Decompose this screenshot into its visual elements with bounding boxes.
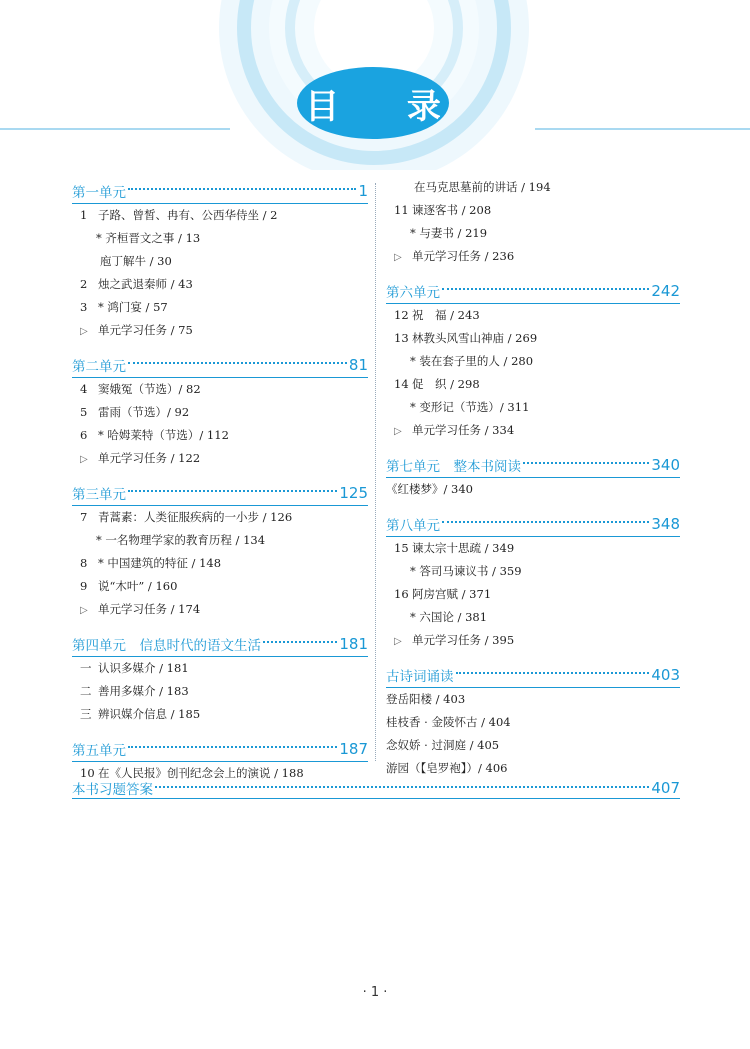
- task-text: 单元学习任务 / 334: [412, 423, 515, 437]
- toc-task-item[interactable]: [72, 447, 368, 470]
- item-text: 青蒿素：人类征服疾病的一小步 / 126: [98, 510, 293, 524]
- item-number: 11: [394, 203, 409, 217]
- item-number: 4: [80, 382, 88, 396]
- toc-item[interactable]: [386, 711, 680, 734]
- toc-item[interactable]: [72, 552, 368, 575]
- item-text: 雷雨（节选）/ 92: [98, 405, 190, 419]
- item-number: 7: [80, 510, 88, 524]
- toc-item[interactable]: [386, 327, 680, 350]
- item-number: 13: [394, 331, 409, 345]
- item-text: * 装在套子里的人 / 280: [410, 354, 534, 368]
- triangle-marker-icon: ▷: [394, 426, 402, 437]
- triangle-marker-icon: ▷: [394, 252, 402, 263]
- unit-page: 81: [348, 356, 368, 374]
- unit-title-row: [72, 355, 368, 378]
- unit-page: 340: [651, 456, 680, 474]
- item-number: 3: [80, 300, 88, 314]
- item-text: 谏太宗十思疏 / 349: [412, 541, 515, 555]
- toc-unit-heading[interactable]: [72, 629, 368, 657]
- item-number: 三: [80, 707, 92, 721]
- unit-spacer: [72, 470, 368, 478]
- unit-page: 187: [339, 740, 368, 758]
- toc-unit-heading[interactable]: [72, 350, 368, 378]
- toc-item[interactable]: [72, 657, 368, 680]
- leader-dots: [456, 672, 650, 674]
- unit-title: 第七单元 整本书阅读: [386, 459, 521, 475]
- toc-item[interactable]: [72, 296, 368, 319]
- item-number: 8: [80, 556, 88, 570]
- leader-dots: [128, 188, 356, 190]
- item-text: 谏逐客书 / 208: [412, 203, 492, 217]
- toc-item[interactable]: [72, 273, 368, 296]
- unit-title-row: [72, 634, 368, 657]
- toc-item[interactable]: [72, 680, 368, 703]
- unit-title: 第二单元: [72, 359, 126, 375]
- column-divider: [375, 183, 376, 761]
- item-text: * 答司马谏议书 / 359: [410, 564, 522, 578]
- item-text: 说“木叶” / 160: [98, 579, 178, 593]
- toc-task-item[interactable]: [386, 629, 680, 652]
- unit-spacer: [386, 652, 680, 660]
- unit-spacer: [72, 726, 368, 734]
- toc-item[interactable]: [386, 537, 680, 560]
- toc-item[interactable]: [386, 734, 680, 757]
- item-text: 游园（【皂罗袍】）/ 406: [386, 761, 508, 775]
- unit-spacer: [386, 501, 680, 509]
- item-text: 庖丁解牛 / 30: [100, 254, 172, 268]
- task-text: 单元学习任务 / 75: [98, 323, 193, 337]
- unit-title: 第四单元 信息时代的语文生活: [72, 638, 261, 654]
- task-text: 单元学习任务 / 122: [98, 451, 201, 465]
- item-number: 6: [80, 428, 88, 442]
- leader-dots: [442, 288, 649, 290]
- unit-title: 第三单元: [72, 487, 126, 503]
- item-text: 烛之武退秦师 / 43: [98, 277, 193, 291]
- title-badge: [297, 67, 469, 139]
- toc-unit-heading[interactable]: [386, 276, 680, 304]
- toc-unit-heading[interactable]: [72, 478, 368, 506]
- item-text: 《红楼梦》/ 340: [386, 482, 473, 496]
- answers-title: 本书习题答案: [72, 782, 153, 798]
- leader-dots: [128, 362, 347, 364]
- task-text: 单元学习任务 / 395: [412, 633, 515, 647]
- task-text: 单元学习任务 / 236: [412, 249, 515, 263]
- toc-unit-heading[interactable]: [386, 660, 680, 688]
- item-text: * 哈姆莱特（节选）/ 112: [98, 428, 229, 442]
- unit-title-row: [72, 739, 368, 762]
- unit-title-row: [386, 281, 680, 304]
- page-title: 目 录: [305, 86, 469, 127]
- toc-item[interactable]: [72, 424, 368, 447]
- unit-title-row: [72, 483, 368, 506]
- item-number: 5: [80, 405, 88, 419]
- toc-item[interactable]: [386, 396, 680, 419]
- item-number: 一: [80, 661, 92, 675]
- unit-title: 第五单元: [72, 743, 126, 759]
- item-text: 念奴娇 · 过洞庭 / 405: [386, 738, 500, 752]
- item-text: * 中国建筑的特征 / 148: [98, 556, 222, 570]
- item-number: 10: [80, 766, 95, 780]
- item-text: 阿房宫赋 / 371: [412, 587, 492, 601]
- header-decoration: [0, 0, 750, 170]
- item-text: * 一名物理学家的教育历程 / 134: [96, 533, 266, 547]
- leader-dots: [523, 462, 649, 464]
- unit-title-row: [386, 665, 680, 688]
- toc-task-item[interactable]: [386, 419, 680, 442]
- toc-item[interactable]: [72, 250, 368, 273]
- toc-item[interactable]: [386, 757, 680, 780]
- toc-task-item[interactable]: [72, 598, 368, 621]
- unit-spacer: [386, 268, 680, 276]
- unit-spacer: [72, 342, 368, 350]
- toc-item[interactable]: [72, 575, 368, 598]
- unit-spacer: [386, 442, 680, 450]
- unit-title: 古诗词诵读: [386, 669, 454, 685]
- item-text: 子路、曾皙、冉有、公西华侍坐 / 2: [98, 208, 278, 222]
- toc-item[interactable]: [72, 703, 368, 726]
- toc-item[interactable]: [386, 560, 680, 583]
- item-text: 桂枝香 · 金陵怀古 / 404: [386, 715, 511, 729]
- unit-page: 242: [651, 282, 680, 300]
- unit-page: 125: [339, 484, 368, 502]
- unit-page: 403: [651, 666, 680, 684]
- item-number: 二: [80, 684, 92, 698]
- toc-item[interactable]: [72, 529, 368, 552]
- toc-item[interactable]: [386, 176, 680, 199]
- toc-left-column: [72, 176, 368, 785]
- item-number: 14: [394, 377, 409, 391]
- item-text: * 变形记（节选）/ 311: [410, 400, 530, 414]
- leader-dots: [128, 490, 337, 492]
- item-text: * 鸿门宴 / 57: [98, 300, 168, 314]
- item-text: 认识多媒介 / 181: [98, 661, 189, 675]
- toc-item[interactable]: [72, 401, 368, 424]
- toc-item[interactable]: [386, 478, 680, 501]
- toc-unit-heading[interactable]: [386, 450, 680, 478]
- toc-unit-heading[interactable]: [72, 176, 368, 204]
- toc-item[interactable]: [386, 606, 680, 629]
- unit-spacer: [72, 621, 368, 629]
- item-text: 窦娥冤（节选）/ 82: [98, 382, 201, 396]
- toc-item[interactable]: [386, 350, 680, 373]
- unit-title-row: [72, 181, 368, 204]
- item-text: 在马克思墓前的讲话 / 194: [414, 180, 551, 194]
- leader-dots: [263, 641, 337, 643]
- item-text: * 六国论 / 381: [410, 610, 488, 624]
- toc-item[interactable]: [386, 373, 680, 396]
- leader-dots: [155, 786, 649, 788]
- item-number: 15: [394, 541, 409, 555]
- toc-item[interactable]: [72, 378, 368, 401]
- triangle-marker-icon: ▷: [80, 326, 88, 337]
- toc-item[interactable]: [386, 583, 680, 606]
- answers-underline: [72, 798, 680, 799]
- item-text: 善用多媒介 / 183: [98, 684, 189, 698]
- unit-page: 181: [339, 635, 368, 653]
- unit-title-row: [386, 514, 680, 537]
- item-number: 2: [80, 277, 88, 291]
- toc-item[interactable]: [72, 227, 368, 250]
- toc-item[interactable]: [386, 688, 680, 711]
- toc-item[interactable]: [386, 199, 680, 222]
- toc-unit-heading[interactable]: [386, 509, 680, 537]
- unit-title: 第一单元: [72, 185, 126, 201]
- answers-entry[interactable]: [72, 778, 680, 798]
- leader-dots: [128, 746, 337, 748]
- unit-title-row: [386, 455, 680, 478]
- item-text: * 与妻书 / 219: [410, 226, 488, 240]
- item-text: * 齐桓晋文之事 / 13: [96, 231, 201, 245]
- toc-item[interactable]: [386, 222, 680, 245]
- item-text: 辨识媒介信息 / 185: [98, 707, 201, 721]
- triangle-marker-icon: ▷: [80, 454, 88, 465]
- item-number: 16: [394, 587, 409, 601]
- item-text: 林教头风雪山神庙 / 269: [412, 331, 538, 345]
- item-text: 促 织 / 298: [412, 377, 480, 391]
- unit-title: 第六单元: [386, 285, 440, 301]
- item-text: 祝 福 / 243: [412, 308, 480, 322]
- item-number: 1: [80, 208, 88, 222]
- toc-right-column: [386, 176, 680, 780]
- item-text: 登岳阳楼 / 403: [386, 692, 466, 706]
- item-number: 9: [80, 579, 88, 593]
- leader-dots: [442, 521, 649, 523]
- toc-unit-heading[interactable]: [72, 734, 368, 762]
- unit-page: 1: [358, 182, 368, 200]
- page-number: · 1 ·: [362, 985, 388, 1000]
- toc-task-item[interactable]: [72, 319, 368, 342]
- unit-title: 第八单元: [386, 518, 440, 534]
- item-number: 12: [394, 308, 409, 322]
- answers-page: 407: [651, 779, 680, 797]
- triangle-marker-icon: ▷: [394, 636, 402, 647]
- toc-item[interactable]: [72, 506, 368, 529]
- triangle-marker-icon: ▷: [80, 605, 88, 616]
- toc-item[interactable]: [72, 204, 368, 227]
- unit-page: 348: [651, 515, 680, 533]
- item-text: 在《人民报》创刊纪念会上的演说 / 188: [98, 766, 304, 780]
- toc-item[interactable]: [386, 304, 680, 327]
- task-text: 单元学习任务 / 174: [98, 602, 201, 616]
- toc-task-item[interactable]: [386, 245, 680, 268]
